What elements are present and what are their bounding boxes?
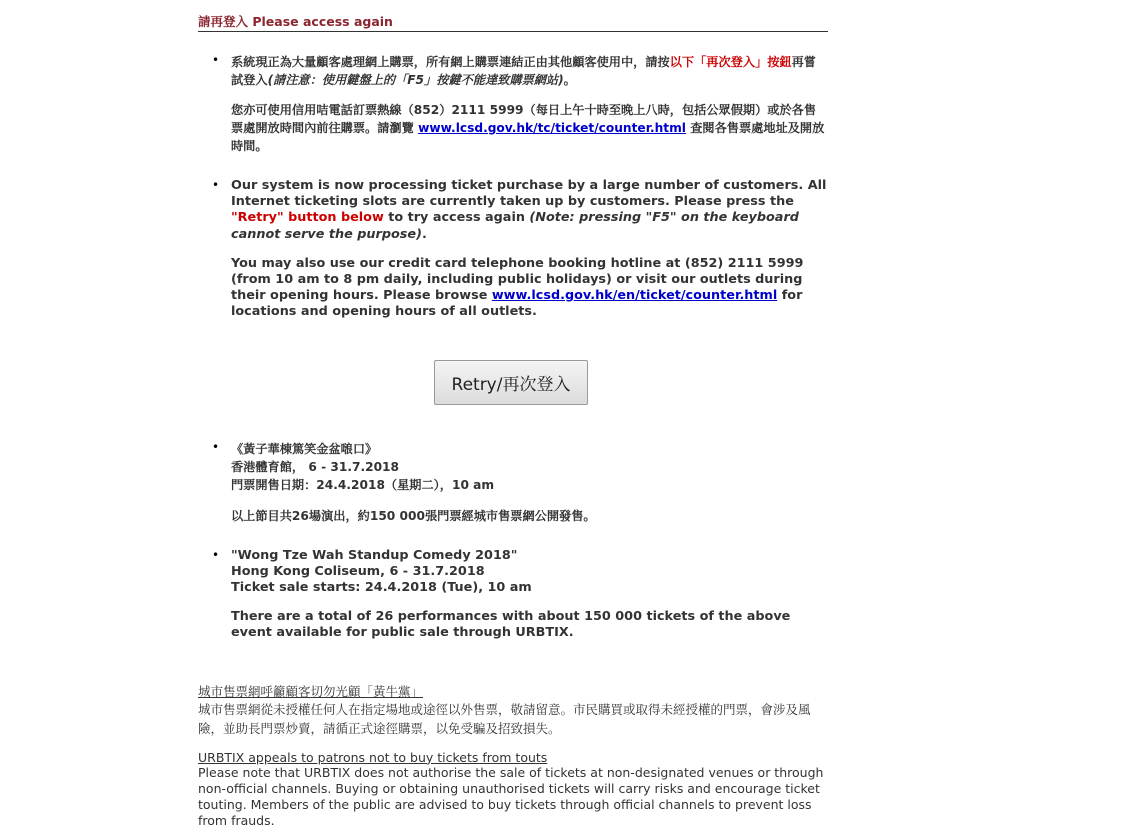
event-info-zh xyxy=(198,440,828,525)
event-name-en: "Wong Tze Wah Standup Comedy 2018" xyxy=(231,547,518,563)
bullet-icon: • xyxy=(212,178,220,192)
tout-notice-en xyxy=(198,750,828,829)
f5-note-en: (Note: pressing "F5" on the keyboard cannot serve the purpose) xyxy=(231,210,799,242)
counter-link-zh[interactable]: www.lcsd.gov.hk/tc/ticket/counter.html xyxy=(418,121,686,135)
event-sale-zh: 門票開售日期：24.4.2018（星期二），10 am xyxy=(231,477,495,492)
list-item xyxy=(198,440,828,525)
bullet-icon: • xyxy=(212,439,220,454)
f5-note-zh: (請注意：使用鍵盤上的「F5」按鍵不能達致購票網站) xyxy=(267,73,564,87)
counter-link-en[interactable]: www.lcsd.gov.hk/en/ticket/counter.html xyxy=(491,288,778,304)
tout-body-zh: 城市售票網從未授權任何人在指定場地或途徑以外售票，敬請留意。市民購買或取得未經授權的門票，會涉及風險，並助長門票炒賣，請循正式途徑購票，以免受騙及招致損失。 xyxy=(198,701,811,736)
event-info-en xyxy=(198,548,828,642)
list-item xyxy=(198,548,828,642)
retry-container xyxy=(198,360,828,406)
list-item xyxy=(198,53,828,155)
tout-body-en: Please note that URBTIX does not authorise the sale of tickets at non-designated venues or through non-official channels. Buying or obtaining unauthorised tickets will carry risks and encourage ticket touting. Members of the public are advised to buy tickets through official channels to prevent loss from frauds. xyxy=(198,764,824,828)
busy-notice-en xyxy=(198,178,828,321)
bullet-icon: • xyxy=(212,547,220,562)
tout-notice-zh xyxy=(198,682,828,738)
busy-notice-zh xyxy=(198,53,828,155)
list-item xyxy=(198,178,828,321)
retry-hint-en: "Retry" button below xyxy=(231,210,384,226)
event-name-zh: 《黃子華棟篤笑金盆𠺘口》 xyxy=(231,441,378,456)
busy-paragraph-zh: 系統現正為大量顧客處理網上購票，所有網上購票連結正由其他顧客使用中，請按以下「再次登入」按鈕再嘗試登入(請注意：使用鍵盤上的「F5」按鍵不能達致購票網站)。 xyxy=(231,55,816,87)
tout-heading-zh: 城市售票網呼籲顧客切勿光顧「黃牛黨」 xyxy=(198,683,424,699)
busy-paragraph-en: Our system is now processing ticket purchase by a large number of customers. All Internet ticketing slots are currently taken up by customers. Please press the "Retry" button below to try access again (Note: pressing "F5" on the keyboard cannot serve the purpose). xyxy=(231,178,827,242)
event-summary-zh: 以上節目共26場演出，約150 000張門票經城市售票網公開發售。 xyxy=(231,508,596,523)
hotline-paragraph-zh: 您亦可使用信用咭電話訂票熱線（852）2111 5999（每日上午十時至晚上八時，包括公眾假期）或於各售票處開放時間內前往購票。請瀏覽 www.lcsd.gov.hk/tc/ticket/counter.html 查閱各售票處地址及開放時間。 xyxy=(231,103,825,153)
event-sale-en: Ticket sale starts: 24.4.2018 (Tue), 10 am xyxy=(231,580,532,596)
retry-hint-zh: 以下「再次登入」按鈕 xyxy=(669,55,792,69)
event-summary-en: There are a total of 26 performances with about 150 000 tickets of the above event available for public sale through URBTIX. xyxy=(231,609,791,641)
retry-button[interactable]: Retry/再次登入 xyxy=(434,360,588,405)
content-wrapper xyxy=(198,12,828,829)
bullet-icon: • xyxy=(212,53,220,67)
page-title: 請再登入 Please access again xyxy=(198,12,828,32)
hotline-paragraph-en: You may also use our credit card telephone booking hotline at (852) 2111 5999 (from 10 am to 8 pm daily, including public holidays) or visit our outlets during their opening hours. Please browse www.lcsd.gov.hk/en/ticket/counter.html for locations and opening hours of all outlets. xyxy=(231,255,804,320)
event-venue-zh: 香港體育館， 6 - 31.7.2018 xyxy=(231,459,400,474)
tout-heading-en: URBTIX appeals to patrons not to buy tickets from touts xyxy=(198,749,548,765)
event-venue-en: Hong Kong Coliseum, 6 - 31.7.2018 xyxy=(231,563,485,579)
